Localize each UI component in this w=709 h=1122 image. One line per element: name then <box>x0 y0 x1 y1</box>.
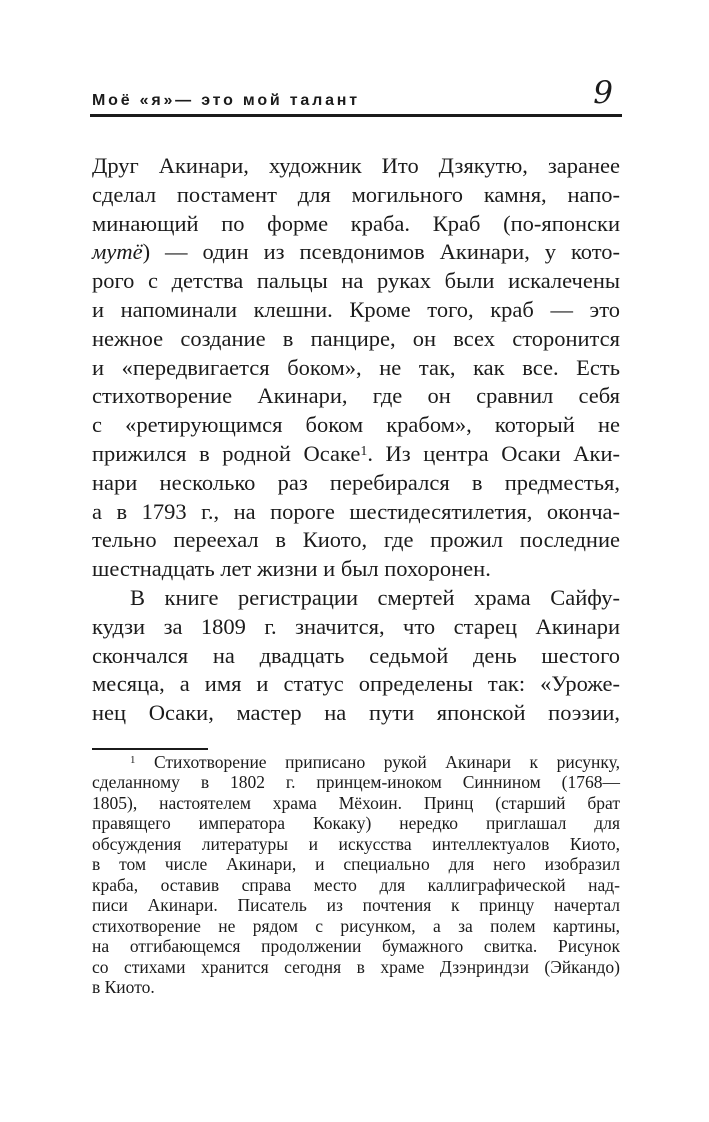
text-line <box>92 440 620 469</box>
text-segment: В книге регистрации смертей храма Сайфу- <box>130 584 620 610</box>
text-line <box>92 895 620 915</box>
text-segment: шестнадцать лет жизни и был похоронен. <box>92 556 491 582</box>
footnote-reference-mark: 1 <box>360 443 368 459</box>
page-body-text <box>92 152 620 728</box>
text-line <box>92 325 620 354</box>
text-line <box>92 813 620 833</box>
text-segment: кудзи за 1809 г. значится, что старец Акинари <box>92 613 620 639</box>
footnote-separator-rule <box>92 748 208 750</box>
text-segment: сделал постамент для могильного камня, напо- <box>92 181 620 207</box>
text-segment: ) — один из псевдонимов Акинари, у кото- <box>142 239 620 265</box>
text-line <box>92 152 620 181</box>
running-header-title: Моё «я»— это мой талант <box>92 92 360 109</box>
text-segment: в Киото. <box>92 976 155 997</box>
text-segment: а в 1793 г., на пороге шестидесятилетия, оконча- <box>92 498 620 524</box>
text-line <box>92 526 620 555</box>
text-segment: и «передвигается боком», не так, как все. Есть <box>92 354 620 380</box>
text-segment: и напоминали клешни. Кроме того, краб — это <box>92 296 620 322</box>
text-line <box>92 752 620 772</box>
text-segment: краба, оставив справа место для каллиграфической над- <box>92 874 620 895</box>
text-line <box>92 793 620 813</box>
text-line <box>92 296 620 325</box>
text-line <box>92 267 620 296</box>
text-line <box>92 834 620 854</box>
text-line <box>92 498 620 527</box>
text-segment: 1805), настоятелем храма Мёхоин. Принц (старший брат <box>92 792 620 813</box>
text-segment: Стихотворение приписано рукой Акинари к рисунку, <box>135 752 620 772</box>
text-segment: сделанному в 1802 г. принцем-иноком Синнином (1768— <box>92 772 620 793</box>
text-line <box>92 181 620 210</box>
text-line <box>92 469 620 498</box>
text-segment: писи Акинари. Писатель из почтения к принцу начертал <box>92 895 620 916</box>
text-segment: прижился в родной Осаке <box>92 440 361 466</box>
text-line <box>92 670 620 699</box>
text-segment: . Из центра Осаки Аки- <box>367 440 621 466</box>
text-line <box>92 382 620 411</box>
text-line <box>92 936 620 956</box>
text-line <box>92 354 620 383</box>
text-line <box>92 875 620 895</box>
text-line <box>92 584 620 613</box>
text-segment: на отгибающемся продолжении бумажного свитка. Рисунок <box>92 936 620 957</box>
text-line <box>92 916 620 936</box>
text-segment: нари несколько раз перебирался в предместья, <box>92 469 620 495</box>
text-line <box>92 210 620 239</box>
text-segment: правящего императора Кокаку) нередко приглашал для <box>92 813 620 834</box>
footnote-text <box>92 752 620 997</box>
text-segment: минающий по форме краба. Краб (по-японски <box>92 210 620 236</box>
text-segment: в том числе Акинари, и специально для него изобразил <box>92 854 620 875</box>
page-number: 9 <box>593 75 613 111</box>
text-segment: скончался на двадцать седьмой день шестого <box>92 642 620 668</box>
footnote-reference-mark: 1 <box>130 754 136 767</box>
text-segment: Друг Акинари, художник Ито Дзякутю, заранее <box>92 153 620 178</box>
text-line <box>92 555 620 584</box>
text-line <box>92 772 620 792</box>
text-line <box>92 238 620 267</box>
text-segment: рого с детства пальцы на руках были искалечены <box>92 268 620 294</box>
text-segment: с «ретирующимся боком крабом», который не <box>92 412 620 438</box>
text-segment: месяца, а имя и статус определены так: «Уроже- <box>92 671 620 697</box>
text-line <box>92 613 620 642</box>
text-line <box>92 411 620 440</box>
text-segment: со стихами хранится сегодня в храме Дзэнриндзи (Эйкандо) <box>92 956 620 977</box>
header-rule <box>90 114 622 117</box>
text-segment: стихотворение Акинари, где он сравнил себя <box>92 383 620 409</box>
text-line <box>92 957 620 977</box>
text-segment: нец Осаки, мастер на пути японской поэзии, <box>92 700 620 726</box>
text-line <box>92 854 620 874</box>
text-segment: нежное создание в панцире, он всех сторонится <box>92 325 620 351</box>
text-line <box>92 699 620 728</box>
text-line <box>92 642 620 671</box>
text-segment: обсуждения литературы и искусства интеллектуалов Киото, <box>92 833 620 854</box>
text-segment: тельно переехал в Киото, где прожил последние <box>92 527 620 553</box>
text-segment: мутё <box>92 239 143 265</box>
text-line <box>92 977 620 997</box>
text-segment: стихотворение не рядом с рисунком, а за полем картины, <box>92 915 620 936</box>
